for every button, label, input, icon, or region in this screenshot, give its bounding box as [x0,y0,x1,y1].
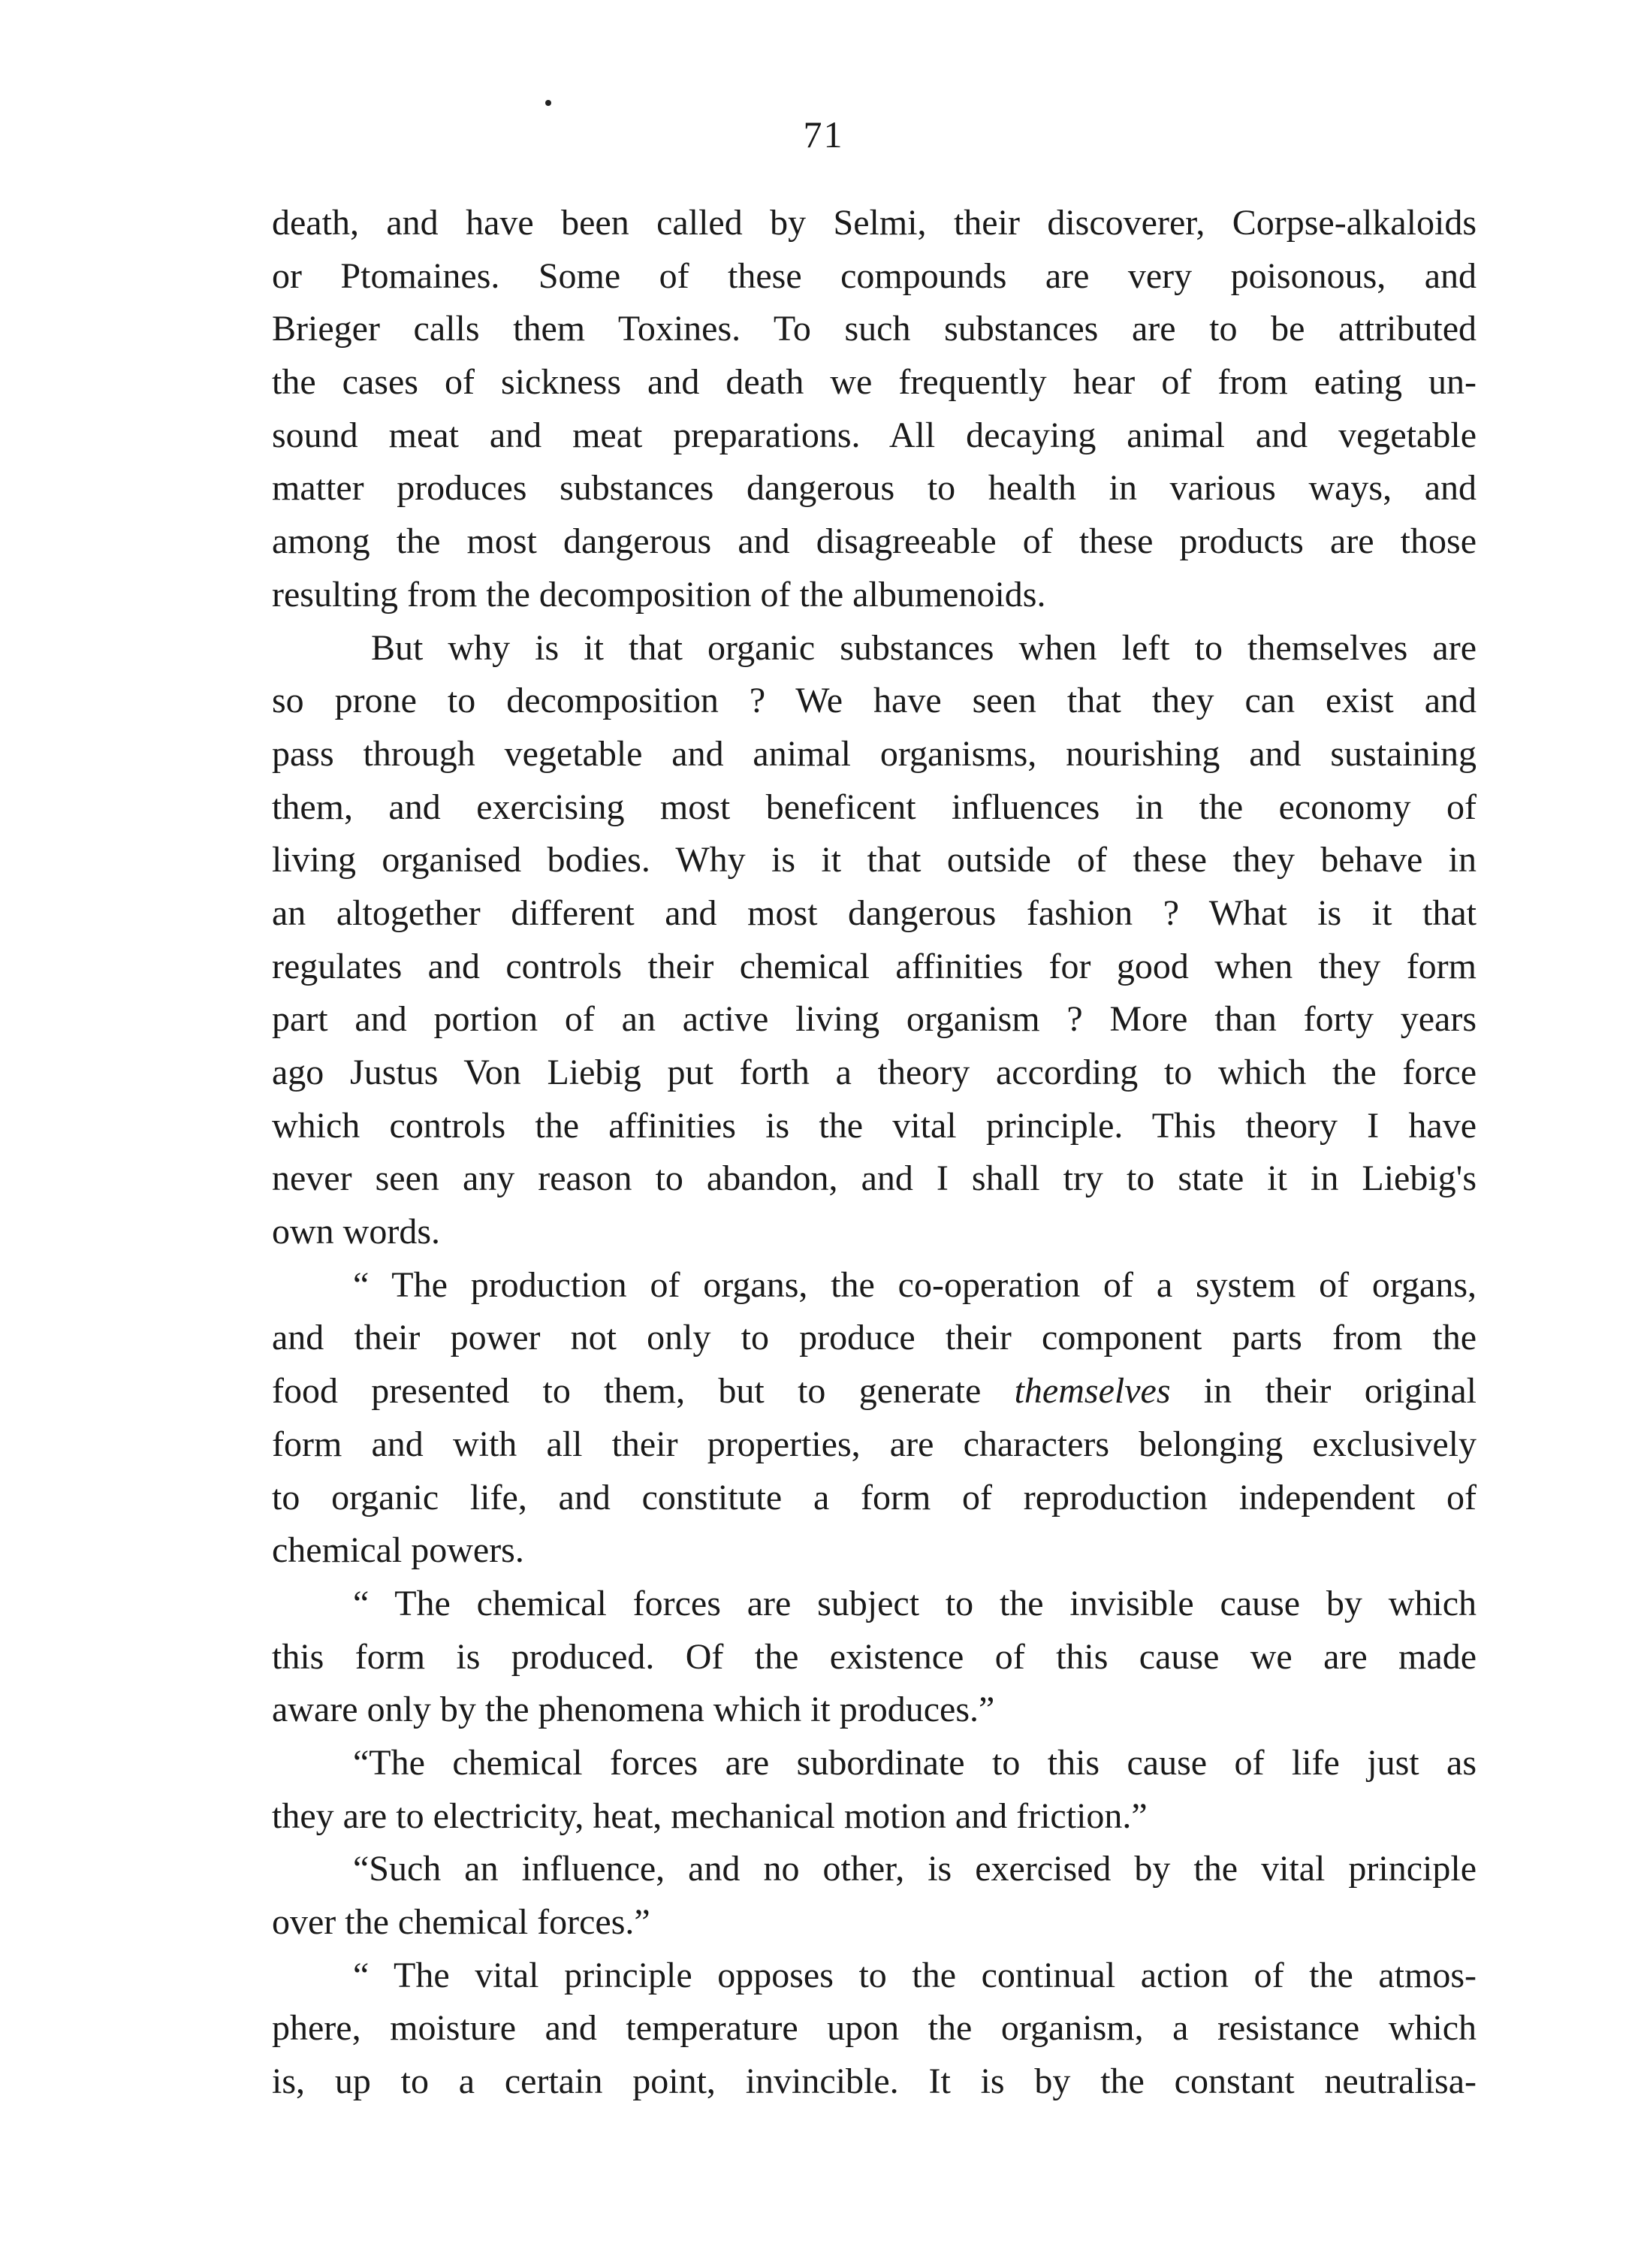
text-line: which controls the affinities is the vital principle. This theory I have [272,1105,1477,1146]
text-line: them, and exercising most beneficent influences in the economy of [272,787,1477,827]
text-line: never seen any reason to abandon, and I shall try to state it in Liebig's [272,1158,1477,1199]
text-line [272,1365,1477,1418]
text-line: this form is produced. Of the existence of this cause we are made [272,1636,1477,1677]
text-line: an altogether different and most dangerous fashion ? What is it that [272,892,1477,933]
print-speck [545,100,551,106]
text-line: death, and have been called by Selmi, their discoverer, Corpse-alkaloids [272,203,1477,243]
text-line: over the chemical forces.” [272,1902,650,1942]
text-line: phere, moisture and temperature upon the organism, a resistance which [272,2008,1477,2049]
page-number: 71 [803,113,844,156]
text-line: living organised bodies. Why is it that outside of these they behave in [272,840,1477,880]
text-line: so prone to decomposition ? We have seen that they can exist and [272,681,1477,721]
text-line: “ The chemical forces are subject to the invisible cause by which [353,1583,1477,1623]
text-line: pass through vegetable and animal organisms, nourishing and sustaining [272,733,1477,774]
text-line: “ The vital principle opposes to the continual action of the atmos- [353,1955,1477,1995]
text-line: form and with all their properties, are characters belonging exclusively [272,1424,1477,1464]
emphasized-word: themselves [1014,1371,1171,1412]
text-line: regulates and controls their chemical affinities for good when they form [272,946,1477,986]
text-line: “The chemical forces are subordinate to this cause of life just as [353,1742,1477,1783]
text-line: or Ptomaines. Some of these compounds are very poisonous, and [272,255,1477,296]
text-line: and their power not only to produce their component parts from the [272,1318,1477,1358]
text-line: aware only by the phenomena which it produces.” [272,1690,995,1730]
text-line-segment: in their original [1170,1371,1477,1412]
text-line: sound meat and meat preparations. All decaying animal and vegetable [272,415,1477,455]
text-line-segment: food presented to them, but to generate [272,1371,1015,1412]
text-line: “Such an influence, and no other, is exercised by the vital principle [353,1849,1477,1889]
text-line: to organic life, and constitute a form of reproduction independent of [272,1477,1477,1518]
text-line: among the most dangerous and disagreeable of these products are those [272,521,1477,562]
text-line: But why is it that organic substances when left to themselves are [371,627,1477,668]
text-line: own words. [272,1212,440,1252]
text-line: ago Justus Von Liebig put forth a theory according to which the force [272,1052,1477,1092]
text-line: resulting from the decomposition of the albumenoids. [272,574,1046,615]
text-line: Brieger calls them Toxines. To such substances are to be attributed [272,309,1477,349]
text-line: chemical powers. [272,1530,524,1571]
text-line: is, up to a certain point, invincible. It is by the constant neutralisa- [272,2061,1477,2102]
body-text [272,197,1477,2109]
text-line: they are to electricity, heat, mechanical motion and friction.” [272,1795,1148,1836]
text-line: “ The production of organs, the co-operation of a system of organs, [353,1264,1477,1305]
text-line: part and portion of an active living organism ? More than forty years [272,999,1477,1040]
text-line: the cases of sickness and death we frequently hear of from eating un- [272,362,1477,403]
text-line: matter produces substances dangerous to health in various ways, and [272,468,1477,509]
